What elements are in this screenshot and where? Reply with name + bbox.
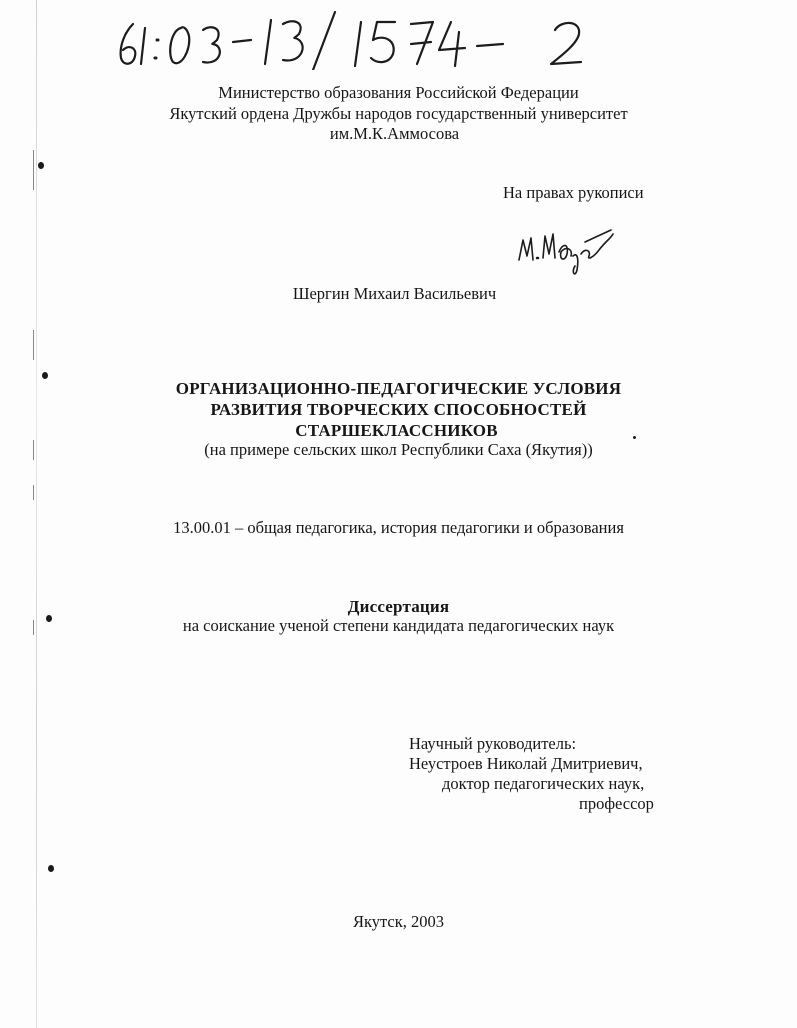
ministry-name: Министерство образования Российской Федерации xyxy=(218,83,579,102)
degree-sought: на соискание ученой степени кандидата педагогических наук xyxy=(182,616,615,635)
supervisor-name: Неустроев Николай Дмитриевич, xyxy=(409,754,643,773)
scan-edge-mark xyxy=(33,330,34,360)
dissertation-title-line-1: ОРГАНИЗАЦИОННО-ПЕДАГОГИЧЕСКИЕ УСЛОВИЯ xyxy=(175,379,622,398)
scan-edge-mark xyxy=(33,150,34,190)
handwritten-archive-code xyxy=(115,10,605,70)
dissertation-title-line-3: СТАРШЕКЛАССНИКОВ xyxy=(295,421,498,440)
university-named-after: им.М.К.Аммосова xyxy=(329,124,460,143)
place-and-year: Якутск, 2003 xyxy=(352,912,445,931)
scan-edge-mark xyxy=(33,485,34,500)
punch-mark xyxy=(48,865,54,872)
dissertation-subtitle: (на примере сельских школ Республики Саха (Якутия)) xyxy=(204,440,593,459)
scan-edge-line xyxy=(36,0,37,1028)
supervisor-label: Научный руководитель: xyxy=(409,734,577,753)
supervisor-degree: доктор педагогических наук, xyxy=(442,774,645,793)
work-type: Диссертация xyxy=(347,597,450,616)
dissertation-title-line-2: РАЗВИТИЯ ТВОРЧЕСКИХ СПОСОБНОСТЕЙ xyxy=(210,400,587,419)
manuscript-rights: На правах рукописи xyxy=(503,183,644,202)
supervisor-rank: профессор xyxy=(579,794,654,813)
author-name: Шергин Михаил Васильевич xyxy=(292,284,497,303)
author-signature xyxy=(515,222,615,280)
specialty-code: 13.00.01 – общая педагогика, история педагогики и образования xyxy=(173,518,624,537)
punch-mark xyxy=(38,162,44,169)
university-name: Якутский ордена Дружбы народов государственный университет xyxy=(169,104,628,123)
